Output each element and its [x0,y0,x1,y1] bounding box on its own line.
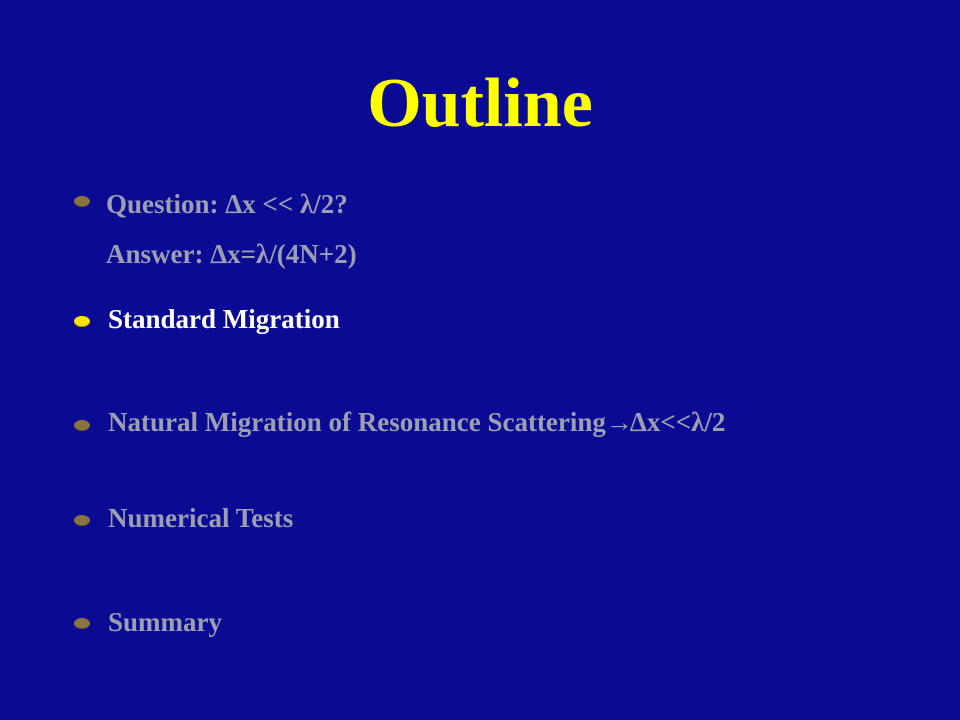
outline-item-text: Summary [108,607,222,637]
slide-title: Outline [367,65,593,142]
outline-item-text [108,406,725,438]
bullet-icon [74,196,90,207]
bullet-icon [74,618,90,629]
outline-item-text-after: Δx<<λ/2 [629,407,726,437]
bullet-icon [74,515,90,526]
outline-item-text: Numerical Tests [108,503,294,533]
outline-item-text-before: Natural Migration of Resonance Scattering [108,407,606,437]
outline-item-text: Question: Δx << λ/2? [106,189,348,219]
bullet-icon [74,420,90,431]
right-arrow-icon: → [605,407,633,437]
bullet-icon [74,316,90,327]
outline-item-text: Standard Migration [108,304,340,334]
outline-subitem-text: Answer: Δx=λ/(4N+2) [106,239,357,269]
